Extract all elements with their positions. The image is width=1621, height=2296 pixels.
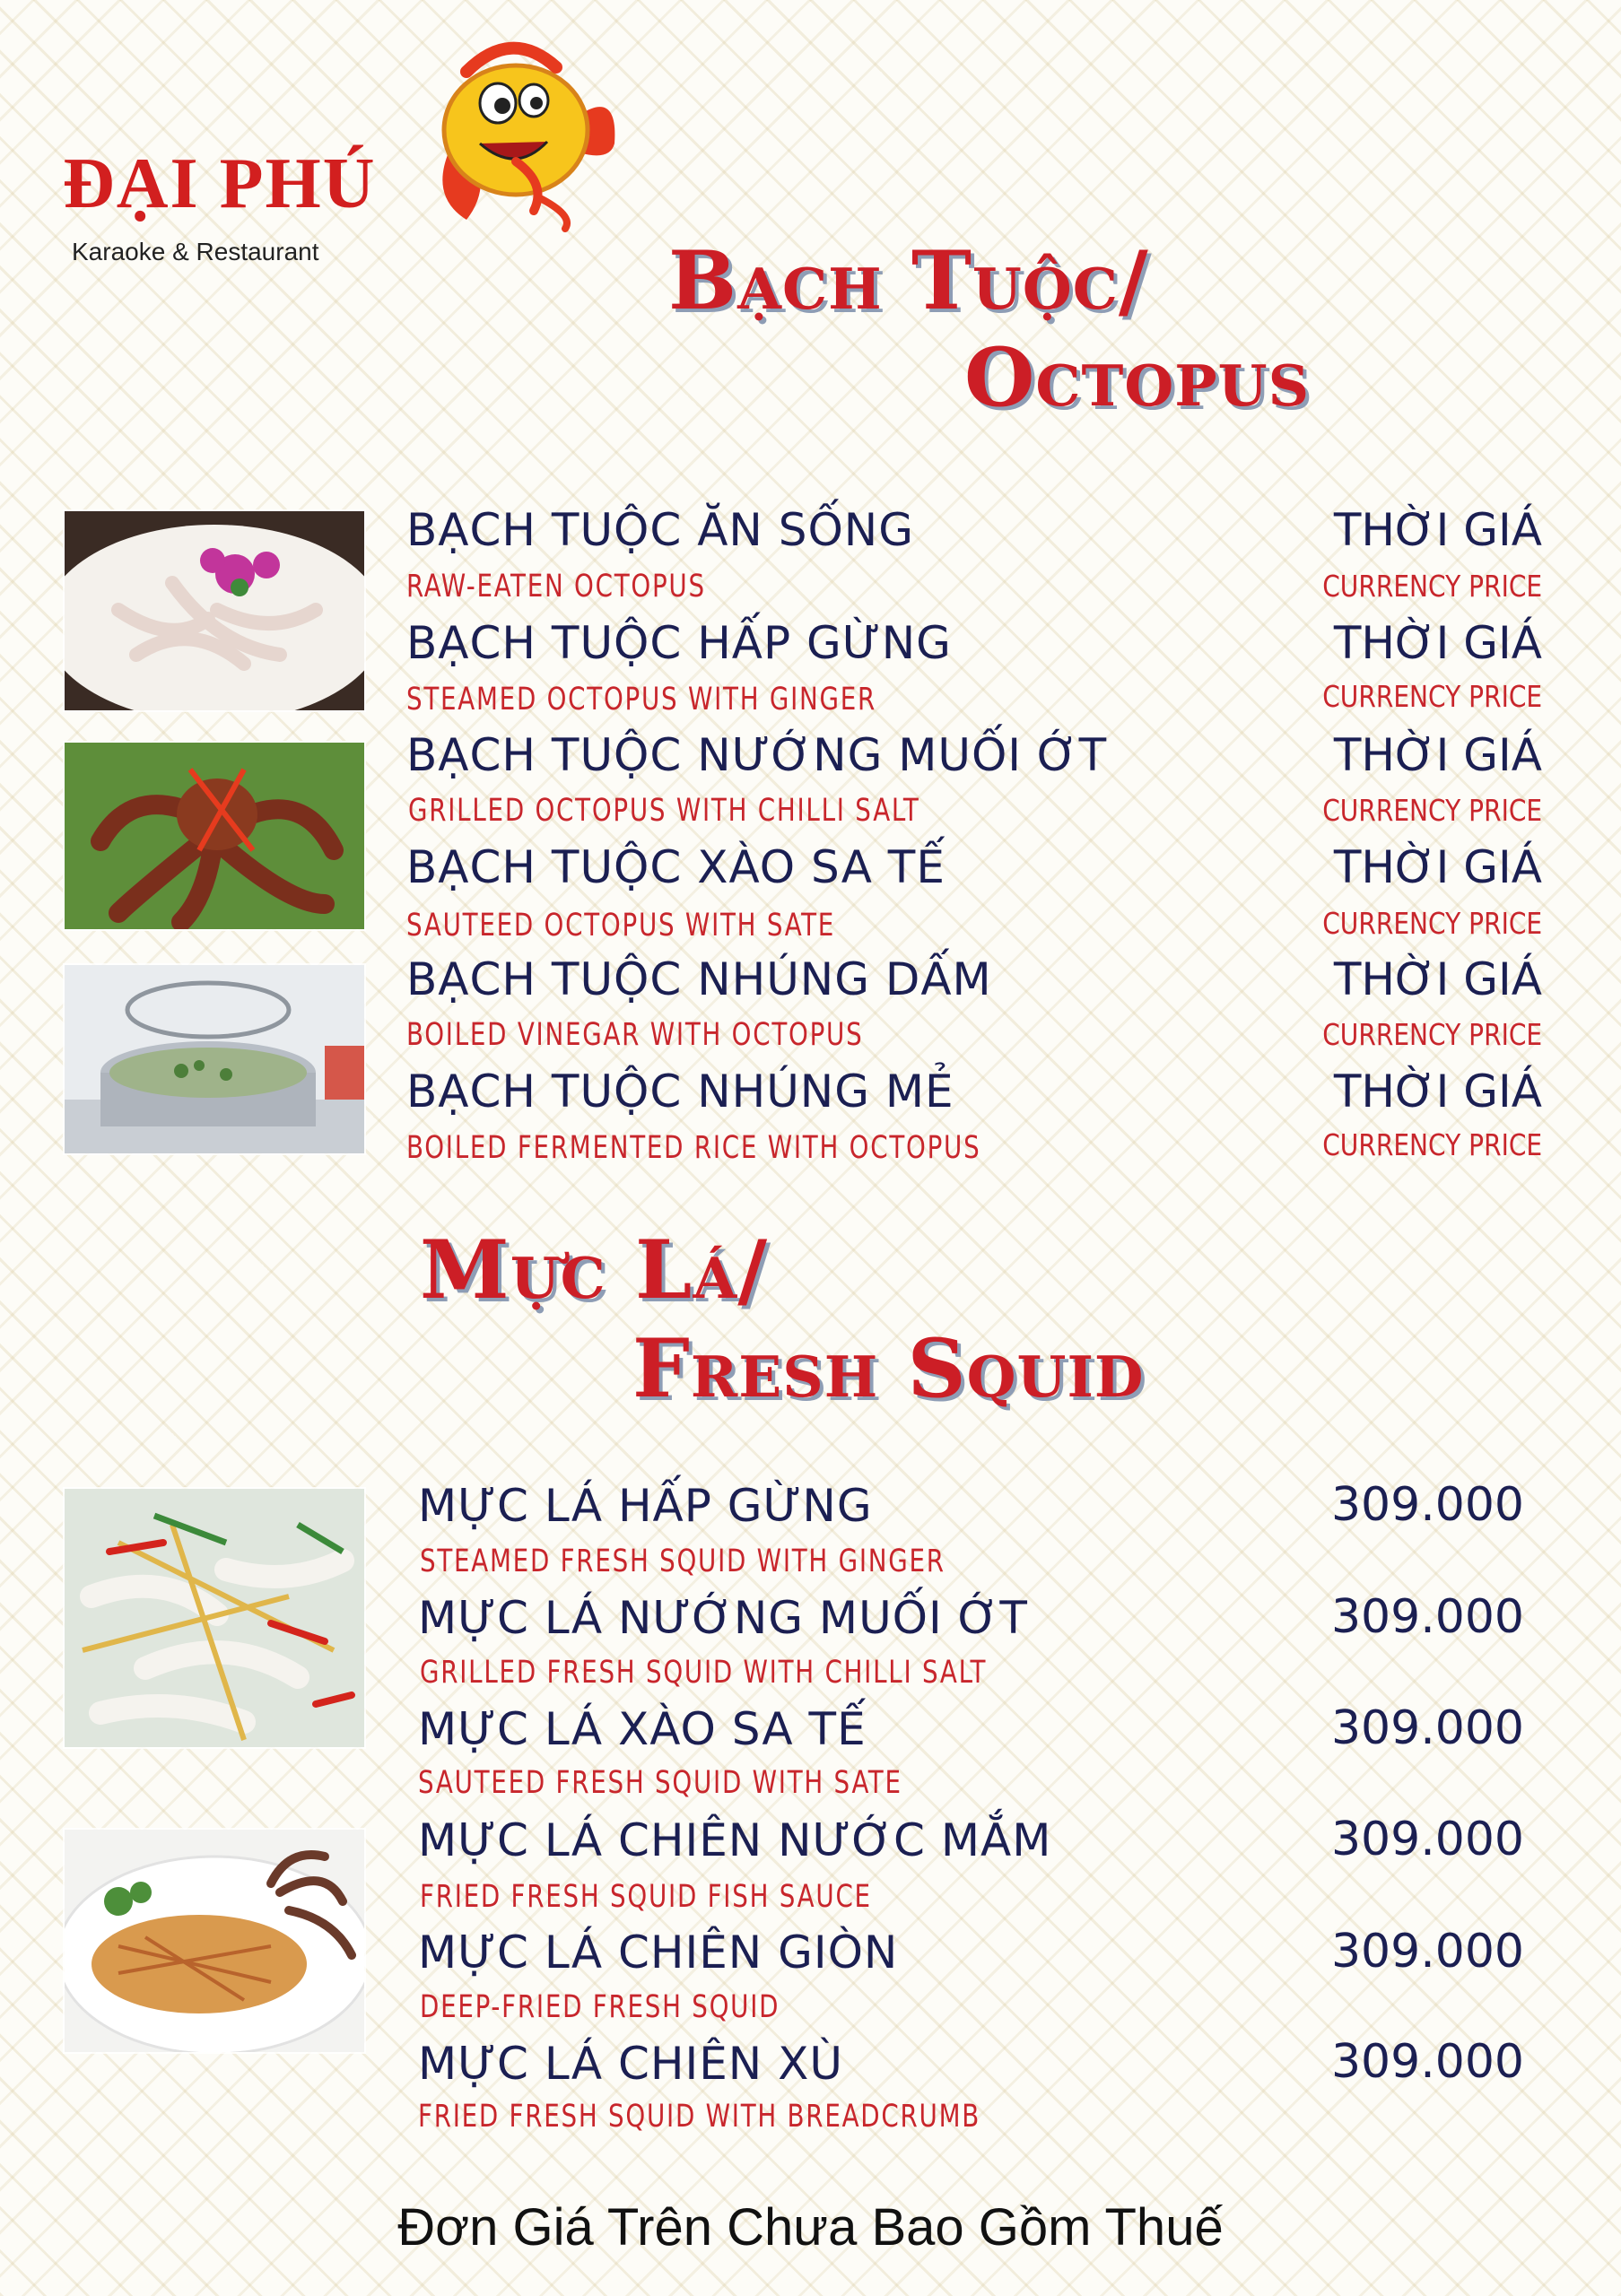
- octopus-section-title: Bạch Tuộc/: [668, 233, 1149, 328]
- item-price-english: CURRENCY PRICE: [1322, 1017, 1542, 1052]
- item-price: THỜI GIÁ: [1333, 841, 1542, 893]
- menu-item-name: MỰC LÁ HẤP GỪNG: [418, 1480, 873, 1532]
- item-price-english: CURRENCY PRICE: [1322, 793, 1542, 828]
- item-price: 309.000: [1330, 1925, 1524, 1979]
- squid-fried-photo: [65, 1830, 364, 2052]
- menu-item-name: BẠCH TUỘC HẤP GỪNG: [406, 617, 952, 669]
- item-price-english: CURRENCY PRICE: [1322, 679, 1542, 714]
- menu-item-english: GRILLED OCTOPUS WITH CHILLI SALT: [408, 793, 920, 829]
- item-price: 309.000: [1330, 1701, 1524, 1755]
- menu-item-english: GRILLED FRESH SQUID WITH CHILLI SALT: [420, 1655, 988, 1691]
- squid-ginger-photo: [65, 1489, 364, 1747]
- item-price: 309.000: [1330, 1813, 1524, 1866]
- item-price: THỜI GIÁ: [1333, 504, 1542, 556]
- squid-section-title: Mực Lá/: [420, 1222, 769, 1318]
- item-price-english: CURRENCY PRICE: [1322, 569, 1542, 604]
- octopus-section-subtitle: Octopus: [964, 330, 1311, 425]
- item-price: 309.000: [1330, 2035, 1524, 2089]
- menu-item-english: RAW-EATEN OCTOPUS: [406, 569, 706, 604]
- menu-item-name: BẠCH TUỘC NHÚNG MẺ: [406, 1065, 954, 1118]
- menu-item-english: SAUTEED OCTOPUS WITH SATE: [406, 908, 836, 944]
- octopus-hotpot-photo: [65, 965, 364, 1153]
- item-price-english: CURRENCY PRICE: [1322, 906, 1542, 941]
- fish-logo-icon: [431, 27, 628, 233]
- menu-item-name: MỰC LÁ CHIÊN GIÒN: [418, 1926, 899, 1979]
- menu-item-english: DEEP-FRIED FRESH SQUID: [420, 1989, 780, 2025]
- menu-item-name: MỰC LÁ CHIÊN XÙ: [418, 2038, 843, 2090]
- brand-tagline: Karaoke & Restaurant: [72, 238, 319, 265]
- menu-item-english: STEAMED FRESH SQUID WITH GINGER: [420, 1544, 946, 1579]
- menu-item-name: MỰC LÁ XÀO SA TẾ: [418, 1703, 867, 1755]
- item-price: 309.000: [1330, 1478, 1524, 1532]
- squid-section-subtitle: Fresh Squid: [632, 1321, 1145, 1416]
- tax-note: Đơn Giá Trên Chưa Bao Gồm Thuế: [397, 2198, 1224, 2257]
- menu-item-name: BẠCH TUỘC NƯỚNG MUỐI ỚT: [406, 729, 1108, 781]
- menu-item-english: SAUTEED FRESH SQUID WITH SATE: [418, 1765, 902, 1801]
- menu-item-english: STEAMED OCTOPUS WITH GINGER: [406, 682, 877, 718]
- menu-item-english: BOILED VINEGAR WITH OCTOPUS: [406, 1017, 864, 1053]
- menu-item-name: BẠCH TUỘC NHÚNG DẤM: [406, 953, 992, 1005]
- menu-item-english: BOILED FERMENTED RICE WITH OCTOPUS: [406, 1130, 981, 1166]
- octopus-raw-photo: [65, 511, 364, 710]
- item-price: THỜI GIÁ: [1333, 729, 1542, 781]
- menu-item-english: FRIED FRESH SQUID FISH SAUCE: [420, 1879, 872, 1915]
- item-price: THỜI GIÁ: [1333, 1065, 1542, 1118]
- item-price: THỜI GIÁ: [1333, 953, 1542, 1005]
- brand-name: ĐẠI PHÚ: [63, 144, 377, 223]
- item-price-english: CURRENCY PRICE: [1322, 1127, 1542, 1162]
- menu-item-english: FRIED FRESH SQUID WITH BREADCRUMB: [418, 2099, 981, 2135]
- menu-item-name: MỰC LÁ CHIÊN NƯỚC MẮM: [418, 1814, 1052, 1866]
- menu-item-name: BẠCH TUỘC XÀO SA TẾ: [406, 841, 946, 893]
- octopus-grilled-photo: [65, 743, 364, 929]
- menu-item-name: BẠCH TUỘC ĂN SỐNG: [406, 504, 914, 556]
- menu-item-name: MỰC LÁ NƯỚNG MUỐI ỚT: [418, 1592, 1028, 1644]
- item-price: 309.000: [1330, 1590, 1524, 1644]
- item-price: THỜI GIÁ: [1333, 617, 1542, 669]
